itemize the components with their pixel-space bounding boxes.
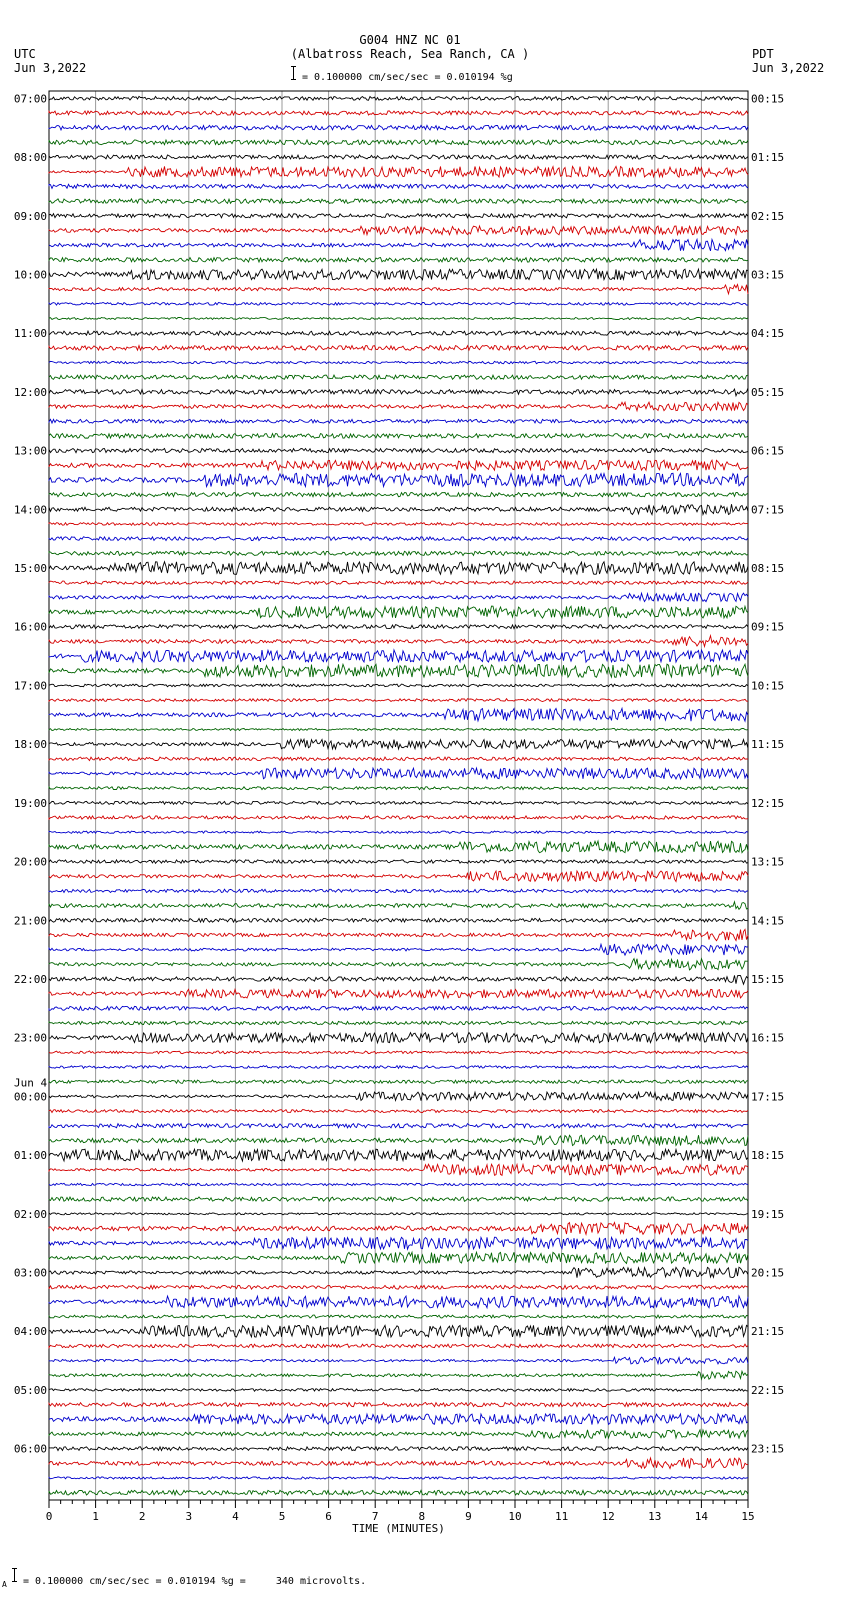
hour-label-utc: 09:00 bbox=[13, 209, 47, 223]
hour-label-pdt: 00:15 bbox=[751, 92, 785, 106]
trace-33 bbox=[49, 562, 748, 575]
trace-81 bbox=[49, 1267, 748, 1277]
trace-94 bbox=[49, 1458, 748, 1469]
hour-label-pdt: 01:15 bbox=[751, 151, 785, 165]
trace-13 bbox=[49, 269, 748, 280]
trace-50 bbox=[49, 816, 748, 819]
trace-69 bbox=[49, 1092, 748, 1101]
hour-label-pdt: 02:15 bbox=[751, 209, 785, 223]
trace-76 bbox=[49, 1197, 748, 1201]
trace-39 bbox=[49, 650, 748, 662]
trace-67 bbox=[49, 1066, 748, 1069]
hour-label-utc: 20:00 bbox=[13, 855, 47, 869]
trace-64 bbox=[49, 1021, 748, 1024]
trace-31 bbox=[49, 537, 748, 541]
hour-label-pdt: 20:15 bbox=[751, 1266, 785, 1280]
hour-label-pdt: 15:15 bbox=[751, 972, 785, 986]
x-tick-label: 0 bbox=[45, 1510, 53, 1523]
trace-43 bbox=[49, 708, 748, 721]
hour-label-pdt: 05:15 bbox=[751, 385, 785, 399]
hour-label-pdt: 07:15 bbox=[751, 503, 785, 517]
trace-30 bbox=[49, 523, 748, 526]
hour-label-utc: 04:00 bbox=[13, 1325, 47, 1339]
x-tick-label: 12 bbox=[601, 1510, 615, 1523]
trace-3 bbox=[49, 125, 748, 130]
x-tick-label: 15 bbox=[741, 1510, 755, 1523]
trace-37 bbox=[49, 625, 748, 629]
x-tick-label: 3 bbox=[185, 1510, 193, 1523]
hour-label-utc: 03:00 bbox=[13, 1266, 47, 1280]
trace-85 bbox=[49, 1325, 748, 1337]
hour-label-pdt: 03:15 bbox=[751, 268, 785, 282]
trace-2 bbox=[49, 111, 748, 115]
trace-32 bbox=[49, 551, 748, 555]
trace-88 bbox=[49, 1371, 748, 1379]
trace-66 bbox=[49, 1051, 748, 1054]
hour-label-utc: 16:00 bbox=[13, 620, 47, 634]
station-title: G004 HNZ NC 01 bbox=[359, 33, 461, 47]
hour-label-utc: 22:00 bbox=[13, 972, 47, 986]
trace-83 bbox=[49, 1296, 748, 1308]
trace-45 bbox=[49, 739, 748, 749]
trace-44 bbox=[49, 728, 748, 730]
date-change-label: Jun 4 bbox=[14, 1076, 48, 1090]
trace-8 bbox=[49, 199, 748, 204]
station-location: (Albatross Reach, Sea Ranch, CA ) bbox=[290, 47, 530, 61]
trace-7 bbox=[49, 184, 748, 188]
trace-61 bbox=[49, 975, 748, 984]
trace-53 bbox=[49, 860, 748, 864]
x-tick-label: 5 bbox=[278, 1510, 286, 1523]
trace-92 bbox=[49, 1430, 748, 1439]
trace-90 bbox=[49, 1403, 748, 1407]
x-tick-label: 14 bbox=[694, 1510, 709, 1523]
hour-label-pdt: 06:15 bbox=[751, 444, 785, 458]
hour-label-utc: 13:00 bbox=[13, 444, 47, 458]
trace-52 bbox=[49, 841, 748, 853]
trace-18 bbox=[49, 346, 748, 351]
hour-label-utc: 21:00 bbox=[13, 914, 47, 928]
trace-46 bbox=[49, 757, 748, 760]
hour-label-pdt: 18:15 bbox=[751, 1149, 785, 1163]
trace-49 bbox=[49, 801, 748, 804]
trace-24 bbox=[49, 434, 748, 439]
trace-57 bbox=[49, 918, 748, 922]
trace-65 bbox=[49, 1033, 748, 1043]
trace-10 bbox=[49, 226, 748, 235]
hour-label-utc: 07:00 bbox=[13, 92, 47, 106]
trace-84 bbox=[49, 1315, 748, 1318]
trace-72 bbox=[49, 1135, 748, 1145]
hour-label-pdt: 04:15 bbox=[751, 327, 785, 341]
trace-86 bbox=[49, 1344, 748, 1348]
trace-38 bbox=[49, 636, 748, 647]
hour-label-pdt: 21:15 bbox=[751, 1325, 785, 1339]
hour-label-pdt: 08:15 bbox=[751, 562, 785, 576]
hour-label-utc: 05:00 bbox=[13, 1383, 47, 1397]
trace-15 bbox=[49, 303, 748, 306]
scale-label: = 0.100000 cm/sec/sec = 0.010194 %g bbox=[302, 72, 513, 83]
trace-75 bbox=[49, 1183, 748, 1185]
trace-63 bbox=[49, 1006, 748, 1010]
trace-20 bbox=[49, 375, 748, 379]
footer-marker: A bbox=[2, 1580, 7, 1589]
x-tick-label: 1 bbox=[92, 1510, 99, 1523]
hour-label-utc: 11:00 bbox=[13, 327, 47, 341]
trace-58 bbox=[49, 929, 748, 940]
hour-label-utc: 18:00 bbox=[13, 738, 47, 752]
trace-34 bbox=[49, 581, 748, 584]
x-tick-label: 11 bbox=[554, 1510, 569, 1523]
trace-9 bbox=[49, 214, 748, 218]
trace-47 bbox=[49, 768, 748, 779]
trace-41 bbox=[49, 684, 748, 687]
trace-17 bbox=[49, 331, 748, 335]
trace-96 bbox=[49, 1490, 748, 1495]
trace-80 bbox=[49, 1252, 748, 1263]
trace-26 bbox=[49, 460, 748, 470]
hour-label-pdt: 23:15 bbox=[751, 1442, 785, 1456]
hour-label-utc: 00:00 bbox=[13, 1090, 47, 1104]
trace-62 bbox=[49, 989, 748, 998]
x-tick-label: 13 bbox=[648, 1510, 662, 1523]
trace-11 bbox=[49, 239, 748, 251]
trace-6 bbox=[49, 166, 748, 177]
trace-82 bbox=[49, 1285, 748, 1289]
x-tick-label: 6 bbox=[325, 1510, 332, 1523]
trace-35 bbox=[49, 593, 748, 602]
trace-14 bbox=[49, 285, 748, 295]
trace-28 bbox=[49, 493, 748, 497]
hour-label-pdt: 09:15 bbox=[751, 620, 785, 634]
hour-label-utc: 12:00 bbox=[13, 385, 47, 399]
x-tick-label: 10 bbox=[508, 1510, 522, 1523]
trace-4 bbox=[49, 140, 748, 145]
left-timezone: UTC bbox=[14, 47, 36, 61]
hour-label-utc: 14:00 bbox=[13, 503, 47, 517]
hour-label-utc: 08:00 bbox=[13, 151, 47, 165]
hour-label-utc: 17:00 bbox=[13, 679, 47, 693]
trace-70 bbox=[49, 1110, 748, 1113]
x-tick-label: 8 bbox=[418, 1510, 426, 1523]
hour-label-utc: 23:00 bbox=[13, 1031, 47, 1045]
trace-40 bbox=[49, 664, 748, 677]
hour-label-utc: 01:00 bbox=[13, 1149, 47, 1163]
trace-78 bbox=[49, 1223, 748, 1235]
trace-79 bbox=[49, 1237, 748, 1249]
x-tick-label: 2 bbox=[138, 1510, 146, 1523]
x-axis-label: TIME (MINUTES) bbox=[352, 1522, 445, 1535]
trace-87 bbox=[49, 1357, 748, 1364]
trace-19 bbox=[49, 361, 748, 363]
hour-label-pdt: 11:15 bbox=[751, 738, 785, 752]
footer-scale-label: = 0.100000 cm/sec/sec = 0.010194 %g = 340 microvolts. bbox=[23, 1576, 367, 1587]
trace-56 bbox=[49, 902, 748, 910]
trace-42 bbox=[49, 699, 748, 702]
trace-51 bbox=[49, 831, 748, 833]
hour-label-pdt: 10:15 bbox=[751, 679, 785, 693]
hour-label-pdt: 13:15 bbox=[751, 855, 785, 869]
trace-71 bbox=[49, 1124, 748, 1128]
trace-60 bbox=[49, 959, 748, 970]
trace-54 bbox=[49, 871, 748, 882]
trace-77 bbox=[49, 1213, 748, 1215]
trace-95 bbox=[49, 1477, 748, 1479]
hour-label-pdt: 12:15 bbox=[751, 796, 785, 810]
trace-48 bbox=[49, 787, 748, 790]
trace-89 bbox=[49, 1389, 748, 1392]
hour-label-pdt: 14:15 bbox=[751, 914, 785, 928]
hour-label-utc: 10:00 bbox=[13, 268, 47, 282]
trace-27 bbox=[49, 473, 748, 486]
trace-12 bbox=[49, 258, 748, 263]
footer-scale-bar-icon bbox=[14, 1568, 15, 1582]
hour-label-utc: 15:00 bbox=[13, 562, 47, 576]
trace-5 bbox=[49, 155, 748, 159]
hour-label-pdt: 16:15 bbox=[751, 1031, 785, 1045]
hour-label-utc: 19:00 bbox=[13, 796, 47, 810]
trace-55 bbox=[49, 889, 748, 892]
trace-21 bbox=[49, 388, 748, 396]
trace-74 bbox=[49, 1164, 748, 1175]
trace-59 bbox=[49, 944, 748, 955]
hour-label-pdt: 19:15 bbox=[751, 1207, 785, 1221]
trace-91 bbox=[49, 1414, 748, 1425]
trace-23 bbox=[49, 419, 748, 423]
hour-label-pdt: 22:15 bbox=[751, 1383, 785, 1397]
x-tick-label: 7 bbox=[371, 1510, 379, 1523]
trace-73 bbox=[49, 1149, 748, 1161]
trace-36 bbox=[49, 606, 748, 618]
hour-label-utc: 06:00 bbox=[13, 1442, 47, 1456]
right-date: Jun 3,2022 bbox=[752, 61, 825, 75]
right-timezone: PDT bbox=[752, 47, 774, 61]
trace-25 bbox=[49, 449, 748, 453]
hour-label-pdt: 17:15 bbox=[751, 1090, 785, 1104]
trace-68 bbox=[49, 1080, 748, 1083]
left-date: Jun 3,2022 bbox=[14, 61, 87, 75]
trace-16 bbox=[49, 318, 748, 320]
trace-29 bbox=[49, 504, 748, 514]
trace-1 bbox=[49, 96, 748, 100]
x-tick-label: 4 bbox=[232, 1510, 239, 1523]
trace-93 bbox=[49, 1447, 748, 1451]
trace-22 bbox=[49, 402, 748, 411]
x-tick-label: 9 bbox=[465, 1510, 472, 1523]
hour-label-utc: 02:00 bbox=[13, 1207, 47, 1221]
